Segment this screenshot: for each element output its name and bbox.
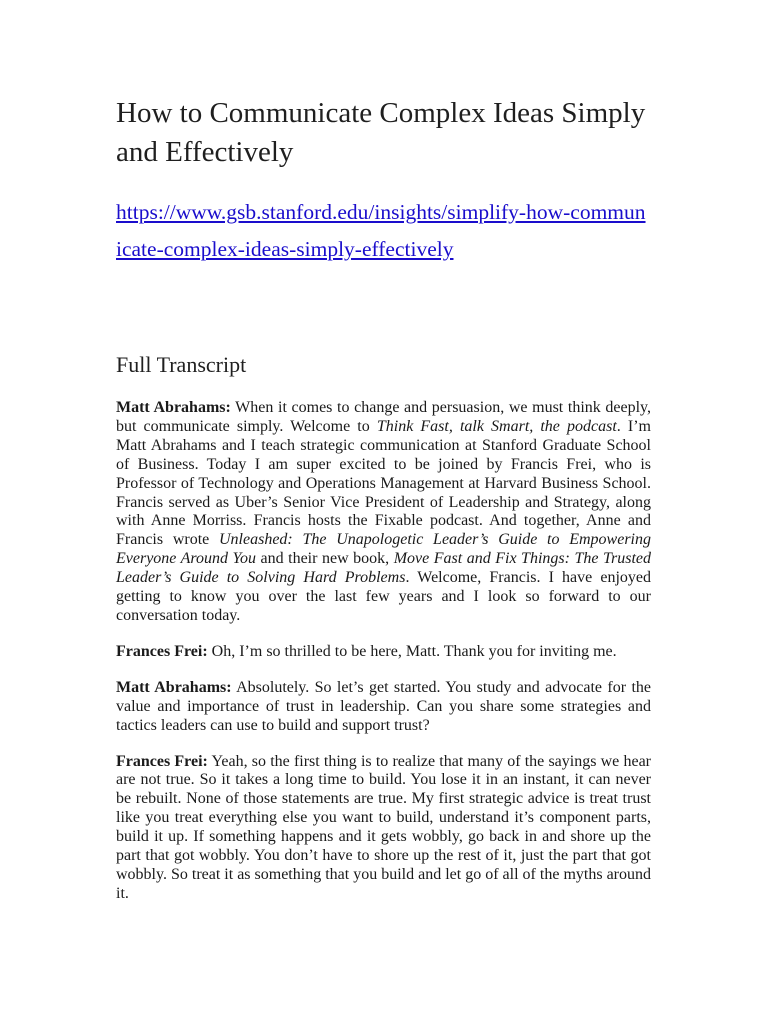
source-url-link[interactable]: https://www.gsb.stanford.edu/insights/simplify-how-communicate-complex-ideas-simply-effectively — [116, 200, 646, 261]
transcript-paragraph — [116, 399, 651, 626]
speaker-name: Matt Abrahams: — [116, 678, 232, 696]
book-title: Move Fast and Fix Things: The Trusted Leader’s Guide to Solving Hard Problems — [116, 550, 652, 587]
speaker-name: Frances Frei: — [116, 752, 208, 770]
transcript-text: Absolutely. So let’s get started. You study and advocate for the value and importance of trust in leadership. Can you share some strategies and tactics leaders can use to build and support trust? — [116, 678, 651, 734]
transcript-text: Yeah, so the first thing is to realize that many of the sayings we hear are not true. So it takes a long time to build. You lose it in an instant, it can never be rebuilt. None of those statements are true. My first strategic advice is treat trust like you treat everything else you want to build, understand it’s component parts, build it up. If something happens and it gets wobbly, go back in and shore up the part that got wobbly. You don’t have to shore up the rest of it, just the part that got wobbly. So treat it as something that you build and let go of all of the myths around it. — [116, 752, 652, 902]
transcript-paragraph — [116, 643, 651, 662]
book-title: Unleashed: The Unapologetic Leader’s Guide to Empowering Everyone Around You — [116, 531, 651, 568]
speaker-name: Matt Abrahams: — [116, 399, 231, 416]
speaker-name: Frances Frei: — [116, 642, 208, 660]
section-heading: Full Transcript — [116, 352, 247, 377]
transcript-text: . Welcome, Francis. I have enjoyed getting to know you over the last few years and I look so forward to our conversation today. — [116, 569, 652, 624]
transcript-text: Oh, I’m so thrilled to be here, Matt. Thank you for inviting me. — [207, 642, 617, 660]
transcript — [116, 399, 651, 904]
document-title: How to Communicate Complex Ideas Simply and Effectively — [116, 97, 646, 168]
transcript-paragraph — [116, 753, 651, 904]
podcast-title: Think Fast, talk Smart, the podcast — [376, 417, 617, 435]
transcript-text: . I’m Matt Abrahams and I teach strategic communication at Stanford Graduate School of Business. Today I am super excited to be joined by Francis Frei, who is Professor of Technology and Operations Management at Harvard Business School. Francis served as Uber’s Senior Vice President of Leadership and Strategy, along with Anne Morriss. Francis hosts the Fixable podcast. And together, Anne and Francis wrote — [116, 417, 652, 549]
document-page — [116, 94, 651, 921]
transcript-text: and their new book, — [256, 550, 394, 568]
transcript-paragraph — [116, 679, 651, 736]
transcript-text: When it comes to change and persuasion, we must think deeply, but communicate simply. Welcome to — [116, 399, 651, 435]
